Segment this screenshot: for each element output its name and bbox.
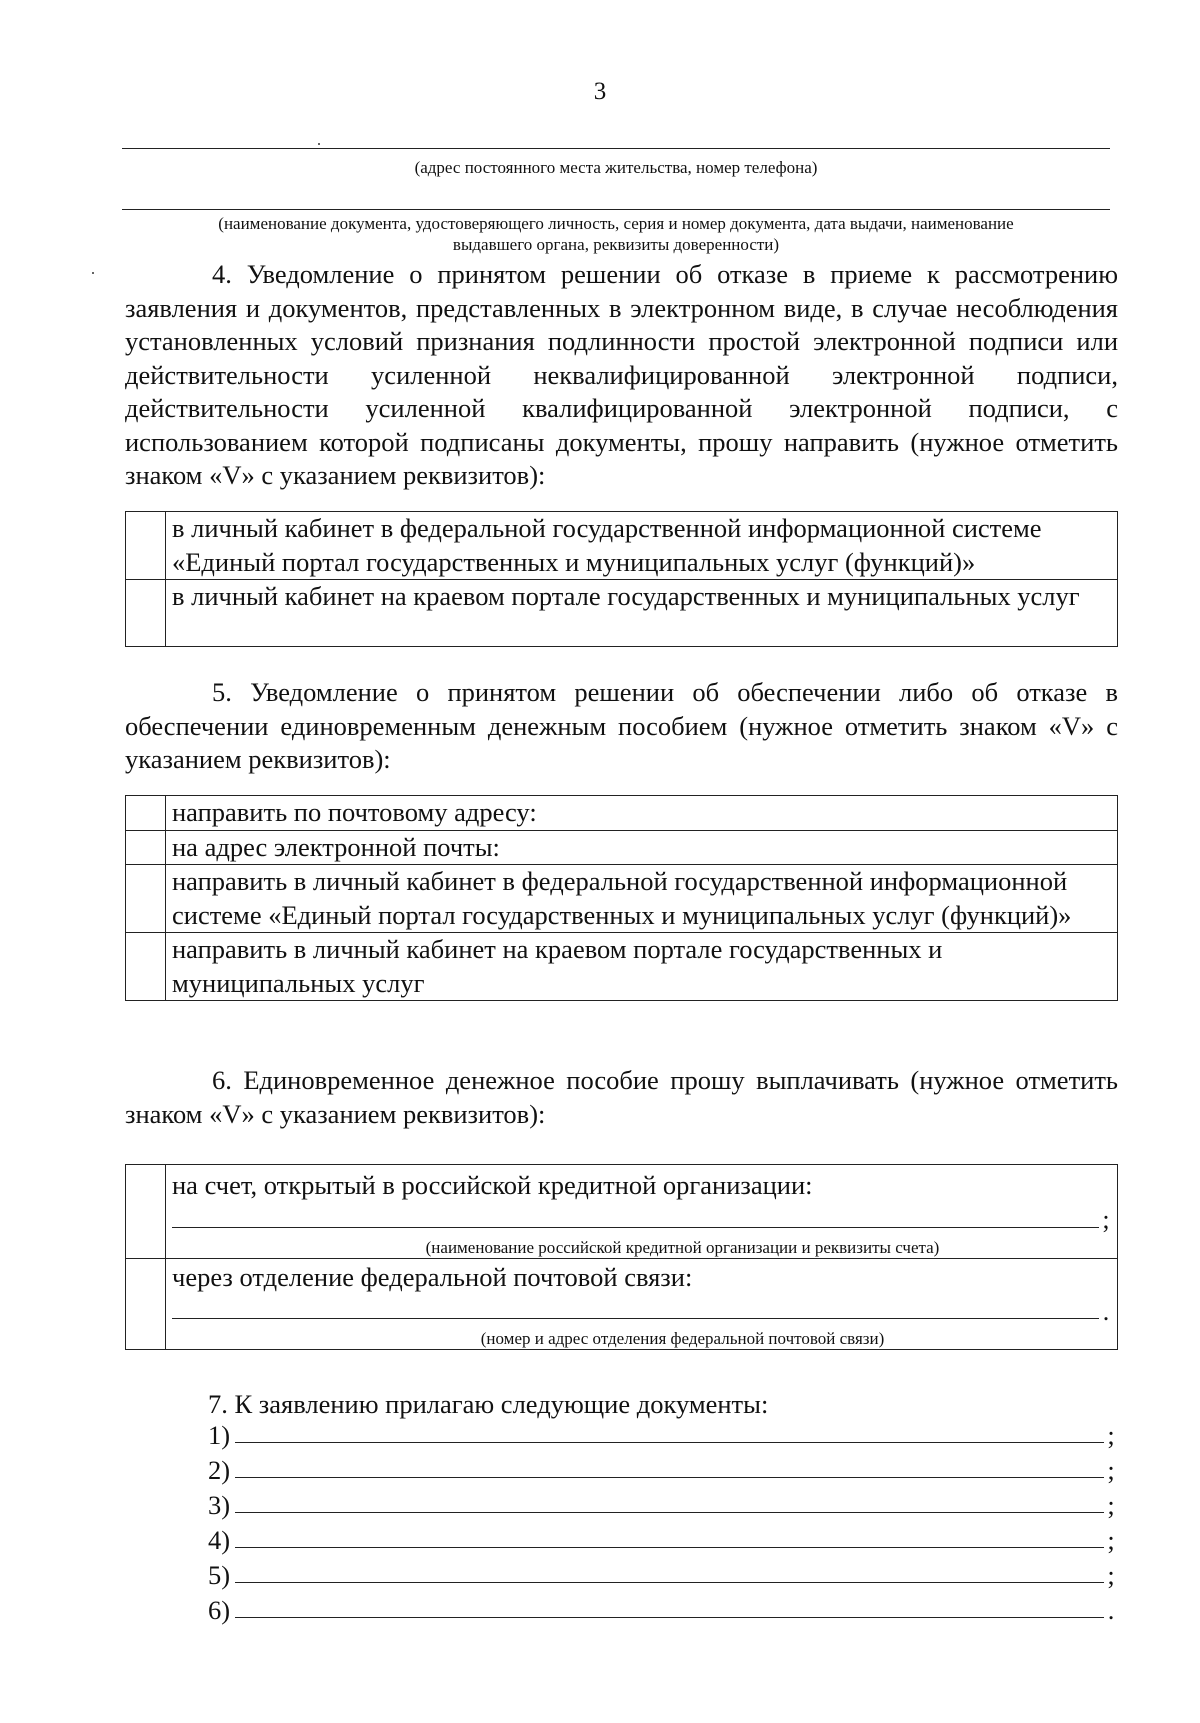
page-number: 3 xyxy=(593,78,607,105)
attachment-blank[interactable] xyxy=(235,1477,1104,1478)
bank-details-field[interactable] xyxy=(172,1203,1113,1237)
section5-text: 5. Уведомление о принятом решении об обеспечении либо об отказе в обеспечении единовременным денежным пособием (нужное отметить знаком «V» с указанием реквизитов): xyxy=(125,677,1118,774)
section4-options-table xyxy=(125,511,1118,647)
attachment-number: 6) xyxy=(208,1595,231,1625)
section5-option-row xyxy=(126,933,1118,1001)
section5-checkbox-cell[interactable] xyxy=(126,830,166,865)
post-office-blank[interactable] xyxy=(172,1318,1099,1319)
bank-account-label: на счет, открытый в российской кредитной организации: xyxy=(172,1170,813,1200)
attachment-item xyxy=(208,1416,1118,1451)
identity-document-caption xyxy=(122,213,1110,255)
section6-text: 6. Единовременное денежное пособие прошу выплачивать (нужное отметить знаком «V» с указанием реквизитов): xyxy=(125,1065,1118,1129)
attachment-number: 2) xyxy=(208,1455,231,1485)
identity-document-caption-line2: выдавшего органа, реквизиты доверенности) xyxy=(452,235,780,254)
attachment-number: 4) xyxy=(208,1525,231,1555)
post-office-field[interactable] xyxy=(172,1294,1113,1328)
attachment-item xyxy=(208,1451,1118,1486)
section7-heading: 7. К заявлению прилагаю следующие документы: xyxy=(208,1389,769,1419)
attachment-item xyxy=(208,1521,1118,1556)
section6-checkbox-cell[interactable] xyxy=(126,1165,166,1259)
section6-options-table xyxy=(125,1164,1118,1350)
attachment-number: 5) xyxy=(208,1560,231,1590)
section5-checkbox-cell[interactable] xyxy=(126,933,166,1001)
bank-details-caption: (наименование российской кредитной организации и реквизиты счета) xyxy=(425,1237,940,1257)
bank-details-punct: ; xyxy=(1102,1205,1110,1234)
attachment-blank[interactable] xyxy=(235,1442,1104,1443)
attachment-punct: ; xyxy=(1107,1455,1115,1485)
section5-checkbox-cell[interactable] xyxy=(126,865,166,933)
section5-option-text: на адрес электронной почты: xyxy=(166,830,1118,865)
identity-document-caption-line1: (наименование документа, удостоверяющего личность, серия и номер документа, дата выдачи, наименование xyxy=(218,214,1014,233)
section4-option-row xyxy=(126,512,1118,580)
address-caption: (адрес постоянного места жительства, номер телефона) xyxy=(414,158,818,177)
scan-speck xyxy=(92,272,94,274)
attachment-item xyxy=(208,1591,1118,1626)
section5-options-table xyxy=(125,795,1118,1001)
attachment-item xyxy=(208,1556,1118,1591)
section6-checkbox-cell[interactable] xyxy=(126,1258,166,1350)
attachment-punct: ; xyxy=(1107,1525,1115,1555)
section4-text: 4. Уведомление о принятом решении об отказе в приеме к рассмотрению заявления и документов, представленных в электронном виде, в случае несоблюдения установленных условий признания подлинности простой электронной подписи или действительности усиленной неквалифицированной электронной подписи, действительности усиленной квалифицированной электронной подписи, с использованием которой подписаны документы, прошу направить (нужное отметить знаком «V» с указанием реквизитов): xyxy=(125,259,1118,490)
scan-speck xyxy=(318,143,320,145)
attachment-punct: ; xyxy=(1107,1490,1115,1520)
section5-option-row xyxy=(126,796,1118,831)
attachment-blank[interactable] xyxy=(235,1582,1104,1583)
section5-option-text: направить в личный кабинет на краевом портале государственных и муниципальных услуг xyxy=(166,933,1118,1001)
section6-option-content xyxy=(166,1258,1118,1350)
section5-checkbox-cell[interactable] xyxy=(126,796,166,831)
attachments-list xyxy=(208,1416,1118,1626)
section6-option-row xyxy=(126,1258,1118,1350)
attachment-number: 1) xyxy=(208,1420,231,1450)
bank-details-blank[interactable] xyxy=(172,1227,1099,1228)
section4-option-text: в личный кабинет в федеральной государственной информационной системе «Единый портал государственных и муниципальных услуг (функций)» xyxy=(166,512,1118,580)
post-office-label: через отделение федеральной почтовой связи: xyxy=(172,1261,693,1292)
section5-option-text: направить в личный кабинет в федеральной государственной информационной системе «Единый портал государственных и муниципальных услуг (функций)» xyxy=(166,865,1118,933)
section4-option-text: в личный кабинет на краевом портале государственных и муниципальных услуг xyxy=(166,580,1118,647)
post-office-punct: . xyxy=(1102,1296,1110,1326)
identity-document-line xyxy=(122,209,1110,210)
section4-checkbox-cell[interactable] xyxy=(126,512,166,580)
attachment-blank[interactable] xyxy=(235,1547,1104,1548)
section5-option-row xyxy=(126,865,1118,933)
address-line xyxy=(122,148,1110,149)
attachment-blank[interactable] xyxy=(235,1617,1104,1618)
attachment-punct: ; xyxy=(1107,1420,1115,1450)
section4-checkbox-cell[interactable] xyxy=(126,580,166,647)
section5-option-text: направить по почтовому адресу: xyxy=(166,796,1118,831)
section6-option-content xyxy=(166,1165,1118,1259)
attachment-number: 3) xyxy=(208,1490,231,1520)
attachment-punct: ; xyxy=(1107,1560,1115,1590)
section4-option-row xyxy=(126,580,1118,647)
attachment-punct: . xyxy=(1107,1595,1115,1625)
attachment-item xyxy=(208,1486,1118,1521)
attachment-blank[interactable] xyxy=(235,1512,1104,1513)
post-office-caption: (номер и адрес отделения федеральной почтовой связи) xyxy=(480,1329,885,1348)
section6-option-row xyxy=(126,1165,1118,1259)
section5-option-row xyxy=(126,830,1118,865)
